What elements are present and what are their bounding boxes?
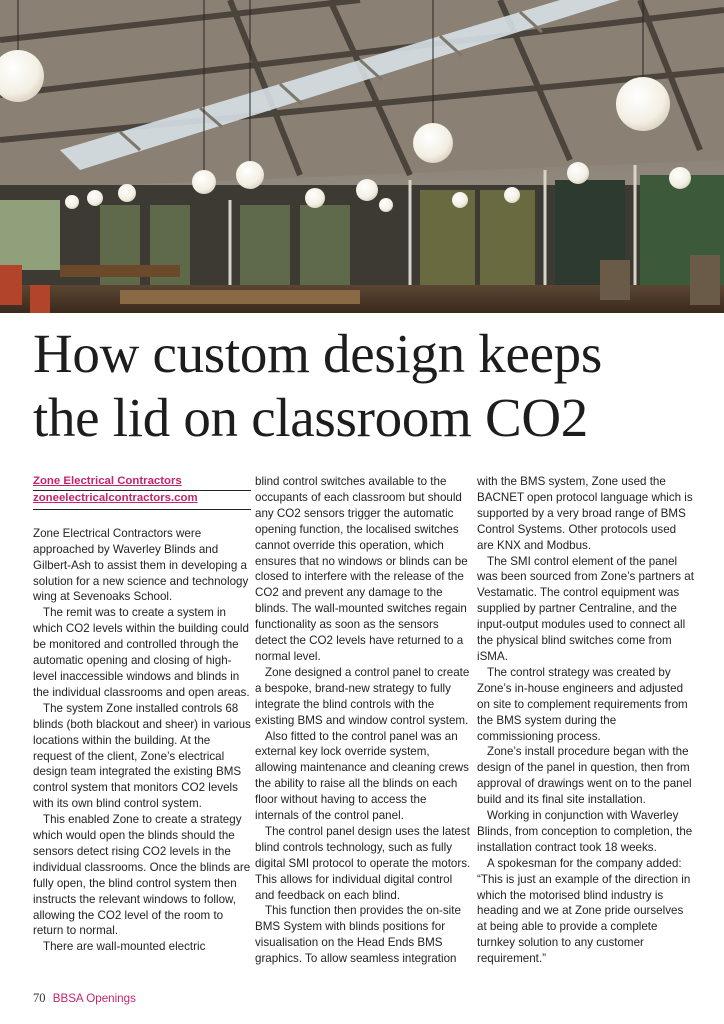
paragraph: Zone designed a control panel to create a bespoke, brand-new strategy to fully integrate the blind controls with the existing BMS and window control system.	[255, 665, 470, 727]
paragraph: The remit was to create a system in which CO2 levels within the building could be monitored and controlled through the automatic opening and closing of high-level inaccessible windows and blinds in the individual classrooms and open areas.	[33, 606, 250, 699]
page-number: 70	[33, 991, 46, 1005]
paragraph: Working in conjunction with Waverley Blinds, from conception to completion, the installation contract took 18 weeks.	[477, 809, 693, 854]
paragraph: The control panel design uses the latest blind controls technology, such as fully digital SMI protocol to operate the motors. This allows for individual digital control and feedback on each blind.	[255, 824, 471, 902]
article-column-2	[255, 474, 473, 967]
page-footer	[33, 991, 136, 1006]
paragraph: Zone’s install procedure began with the design of the panel in question, then from approval of drawings went on to the panel build and its final site installation.	[477, 745, 692, 807]
paragraph: This enabled Zone to create a strategy which would open the blinds should the sensors detect rising CO2 levels in the individual classrooms. Once the blinds are fully open, the blind control system then instructs the relevant windows to follow, allowing the CO2 level of the room to return to normal.	[33, 813, 251, 938]
byline	[33, 474, 251, 510]
paragraph: The SMI control element of the panel was been sourced from Zone’s partners at Vestamatic. The control equipment was supplied by partner Centraline, and the input-output modules used to connect all the physical blind switches come from iSMA.	[477, 554, 694, 663]
headline-line-2: the lid on classroom CO2	[33, 387, 588, 448]
publication-name: BBSA Openings	[52, 992, 136, 1005]
classroom-interior-illustration	[0, 0, 724, 313]
paragraph: The system Zone installed controls 68 blinds (both blackout and sheer) in various locations within the building. At the request of the client, Zone’s electrical design team integrated the existing BMS control system that monitors CO2 levels with its own blind control system.	[33, 701, 251, 811]
article-column-1	[33, 474, 251, 955]
article-column-3	[477, 474, 695, 967]
paragraph: There are wall-mounted electric	[43, 940, 206, 954]
paragraph: with the BMS system, Zone used the BACNET open protocol language which is supported by a very broad range of BMS Control Systems. Other protocols used are KNX and Modbus.	[477, 475, 693, 552]
hero-photo	[0, 0, 724, 313]
paragraph: This function then provides the on-site BMS System with blinds positions for visualisation on the Head Ends BMS graphics. To allow seamless integration	[255, 904, 461, 966]
headline-line-1: How custom design keeps	[33, 323, 602, 384]
paragraph: blind control switches available to the occupants of each classroom but should any CO2 sensors trigger the automatic opening function, the localised switches cannot override this operation, which ensures that no windows or blinds can be closed to interfere with the release of the CO2 and prevent any damage to the blinds. The wall-mounted switches regain functionality as soon as the sensors detect the CO2 levels have returned to a normal level.	[255, 475, 468, 663]
article-headline	[33, 322, 703, 450]
byline-website-link[interactable]: zoneelectricalcontractors.com	[33, 490, 251, 507]
paragraph: Also fitted to the control panel was an external key lock override system, allowing maintenance and cleaning crews the ability to raise all the blinds on each floor without having to access the internals of the control panel.	[255, 729, 469, 823]
paragraph: The control strategy was created by Zone’s in-house engineers and adjusted on site to complement requirements from the BMS system during the commissioning process.	[477, 665, 688, 743]
byline-company: Zone Electrical Contractors	[33, 475, 182, 487]
paragraph: Zone Electrical Contractors were approached by Waverley Blinds and Gilbert-Ash to assist them in developing a solution for a new science and technology wing at Sevenoaks School.	[33, 526, 249, 604]
paragraph: A spokesman for the company added: “This is just an example of the direction in which the motorised blind industry is heading and we at Zone pride ourselves at being able to provide a complete turnkey solution to any customer requirement.”	[477, 856, 691, 966]
